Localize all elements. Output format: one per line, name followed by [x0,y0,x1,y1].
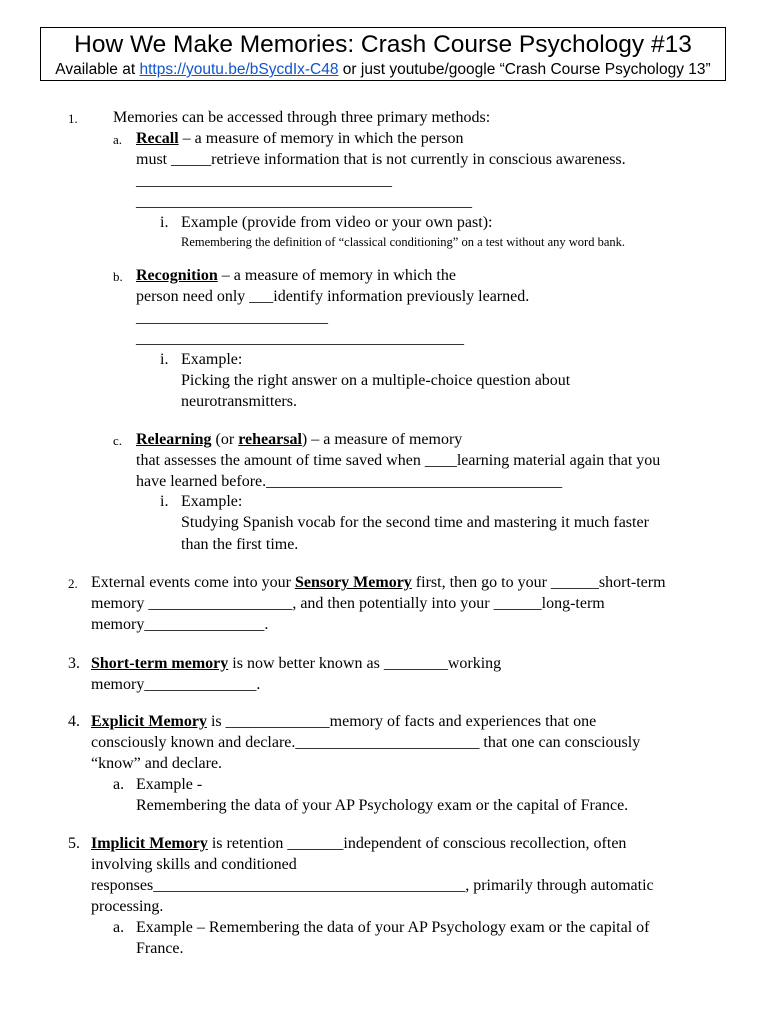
q2-line1 [91,573,666,593]
source-prefix: Available at [55,61,140,78]
q1c-line1 [136,430,462,450]
q1b-blank1: ________________________ [136,309,328,326]
term-relearning: Relearning [136,431,212,448]
q4-line1 [91,712,596,732]
q1c-line2: that assesses the amount of time saved when ____learning material again that you [136,452,661,469]
q1-text: Memories can be accessed through three primary methods: [113,109,491,126]
q1b-letter: b. [113,269,123,284]
term-recognition: Recognition [136,267,218,284]
q1b-blank2: _________________________________________ [136,330,464,347]
page-title: How We Make Memories: Crash Course Psychology #13 [74,31,692,58]
q2-pre: External events come into your [91,574,295,591]
q1c-def: ) – a measure of memory [301,431,463,448]
q1b-ex-label: Example: [181,351,243,368]
q1a-letter: a. [113,132,123,147]
q1a-line2: must _____retrieve information that is not currently in conscious awareness. [136,151,626,168]
q2-number: 2. [68,576,78,591]
term-rehearsal: rehearsal [238,431,302,448]
q5-line4: processing. [91,898,164,915]
q1b-ex-text2: neurotransmitters. [181,393,297,410]
q5a-text2: France. [136,940,184,957]
q1b-def: – a measure of memory in which the [217,267,456,284]
q1b-line1 [136,266,456,286]
q4-line2: consciously known and declare._______________________ that one can consciously [91,734,641,751]
q1a-ex-number: i. [160,214,169,231]
q1-number: 1. [68,111,78,126]
q4a-label: Example - [136,776,203,793]
q1c-ex-text2: than the first time. [181,536,299,553]
q1c-letter: c. [113,433,123,448]
q1a-line1 [136,129,463,149]
q1c-open: (or [211,431,239,448]
q1a-ex-text: Remembering the definition of “classical conditioning” on a test without any word bank. [181,235,625,249]
q1b-line2: person need only ___identify information previously learned. [136,288,530,305]
q3-number: 3. [68,655,80,672]
q2-line2: memory __________________, and then potentially into your ______long-term [91,595,605,612]
source-line [41,60,725,79]
q3-line1 [91,654,501,674]
q5-number: 5. [68,835,80,852]
q1a-blank1: ________________________________ [136,172,392,189]
q5-line2: involving skills and conditioned [91,856,297,873]
q1a-ex-label: Example (provide from video or your own past): [181,214,493,231]
worksheet-header [40,27,726,81]
q1c-ex-label: Example: [181,493,243,510]
q5-line3: responses_______________________________________, primarily through automatic [91,877,654,894]
q1a-blank2: __________________________________________ [136,193,472,210]
q4-number: 4. [68,713,80,730]
q4a-letter: a. [113,776,125,793]
q2-post: first, then go to your ______short-term [411,574,666,591]
term-short-term-memory: Short-term memory [91,655,229,672]
term-sensory-memory: Sensory Memory [294,574,412,591]
q5a-letter: a. [113,919,125,936]
q3-line2: memory______________. [91,676,261,693]
q2-line3: memory_______________. [91,616,269,633]
q1b-ex-number: i. [160,351,169,368]
source-suffix: or just youtube/google “Crash Course Psychology 13” [338,61,711,78]
q4-line3: “know” and declare. [91,755,223,772]
term-implicit-memory: Implicit Memory [91,835,208,852]
q1c-ex-number: i. [160,493,169,510]
term-explicit-memory: Explicit Memory [91,713,207,730]
q4a-text: Remembering the data of your AP Psychology exam or the capital of France. [136,797,629,814]
video-link[interactable]: https://youtu.be/bSycdIx-C48 [139,61,339,78]
q4-post: is _____________memory of facts and experiences that one [206,713,597,730]
q1c-ex-text1: Studying Spanish vocab for the second time and mastering it much faster [181,514,649,531]
q5a-text1: Example – Remembering the data of your AP Psychology exam or the capital of [136,919,650,936]
q5-line1 [91,834,626,854]
q1b-ex-text1: Picking the right answer on a multiple-choice question about [181,372,571,389]
q1c-line3: have learned before._____________________________________ [136,473,563,490]
q3-post: is now better known as ________working [228,655,502,672]
q1a-def: – a measure of memory in which the person [178,130,464,147]
q5-post: is retention _______independent of conscious recollection, often [207,835,627,852]
term-recall: Recall [136,130,179,147]
